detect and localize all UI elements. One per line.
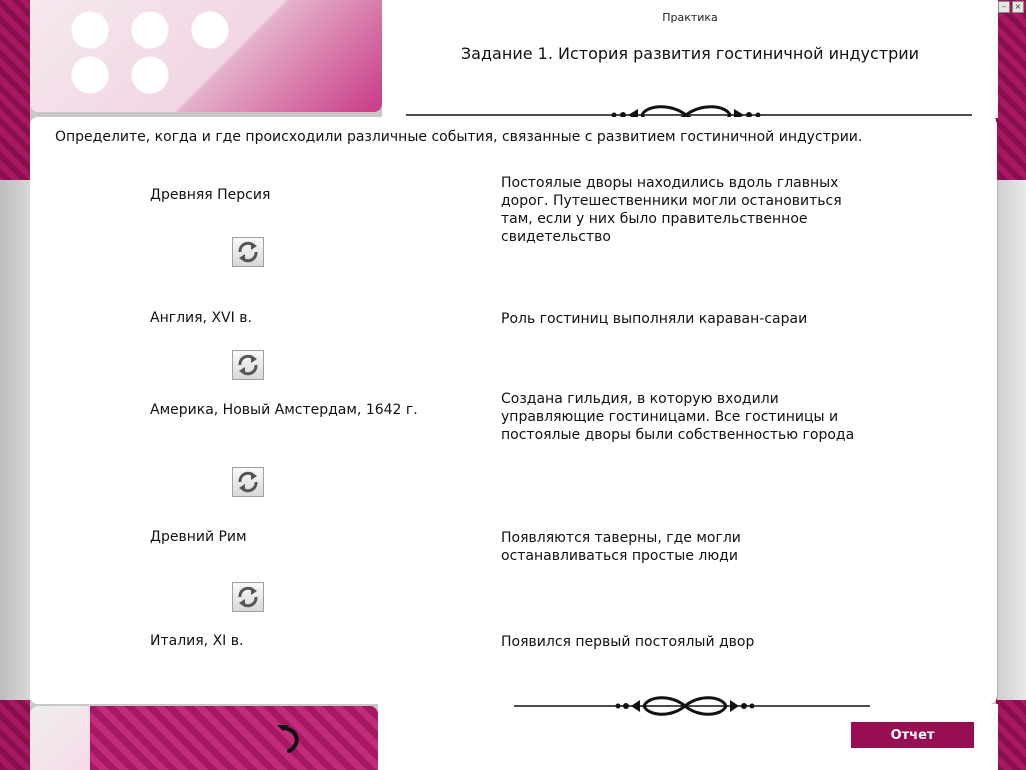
swap-button[interactable] — [232, 350, 264, 380]
swap-icon — [236, 471, 260, 493]
event-item[interactable]: Создана гильдия, в которую входили управляющие гостиницами. Все гостиницы и постоялые дворы были собственностью города — [501, 391, 855, 443]
header-decorative-image — [30, 0, 382, 112]
event-item[interactable]: Постоялые дворы находились вдоль главных дорог. Путешественники могли остановиться там, если у них было правительственное свидетельство — [501, 175, 842, 245]
back-arrow-icon — [271, 721, 301, 753]
swap-button[interactable] — [232, 237, 264, 267]
swap-icon — [236, 241, 260, 263]
place-item: Америка, Новый Амстердам, 1642 г. — [150, 402, 418, 418]
swap-icon — [236, 586, 260, 608]
task-panel — [30, 117, 997, 704]
footer-decorative-image — [30, 706, 378, 770]
place-item: Древний Рим — [150, 529, 247, 545]
swap-button[interactable] — [232, 582, 264, 612]
back-button[interactable] — [268, 720, 304, 754]
swap-icon — [236, 354, 260, 376]
right-gray-panel — [997, 180, 1026, 700]
place-item: Древняя Персия — [150, 187, 271, 203]
event-item[interactable]: Роль гостиниц выполняли караван-сараи — [501, 311, 808, 327]
event-item[interactable]: Появился первый постоялый двор — [501, 634, 755, 650]
left-gray-panel — [0, 180, 30, 700]
section-label: Практика — [662, 11, 718, 24]
event-item[interactable]: Появляются таверны, где могли останавливаться простые люди — [501, 530, 741, 564]
bottom-ornament — [514, 693, 870, 719]
place-item: Италия, XI в. — [150, 633, 244, 649]
instruction-text: Определите, когда и где происходили различные события, связанные с развитием гостиничной индустрии. — [55, 129, 863, 145]
report-button[interactable]: Отчет — [851, 722, 974, 748]
place-item: Англия, XVI в. — [150, 310, 252, 326]
window-controls — [998, 1, 1024, 13]
page-title: Задание 1. История развития гостиничной индустрии — [460, 44, 920, 63]
close-icon[interactable]: × — [1012, 1, 1024, 13]
header — [382, 0, 998, 118]
swap-button[interactable] — [232, 467, 264, 497]
minimize-icon[interactable]: – — [998, 1, 1010, 13]
